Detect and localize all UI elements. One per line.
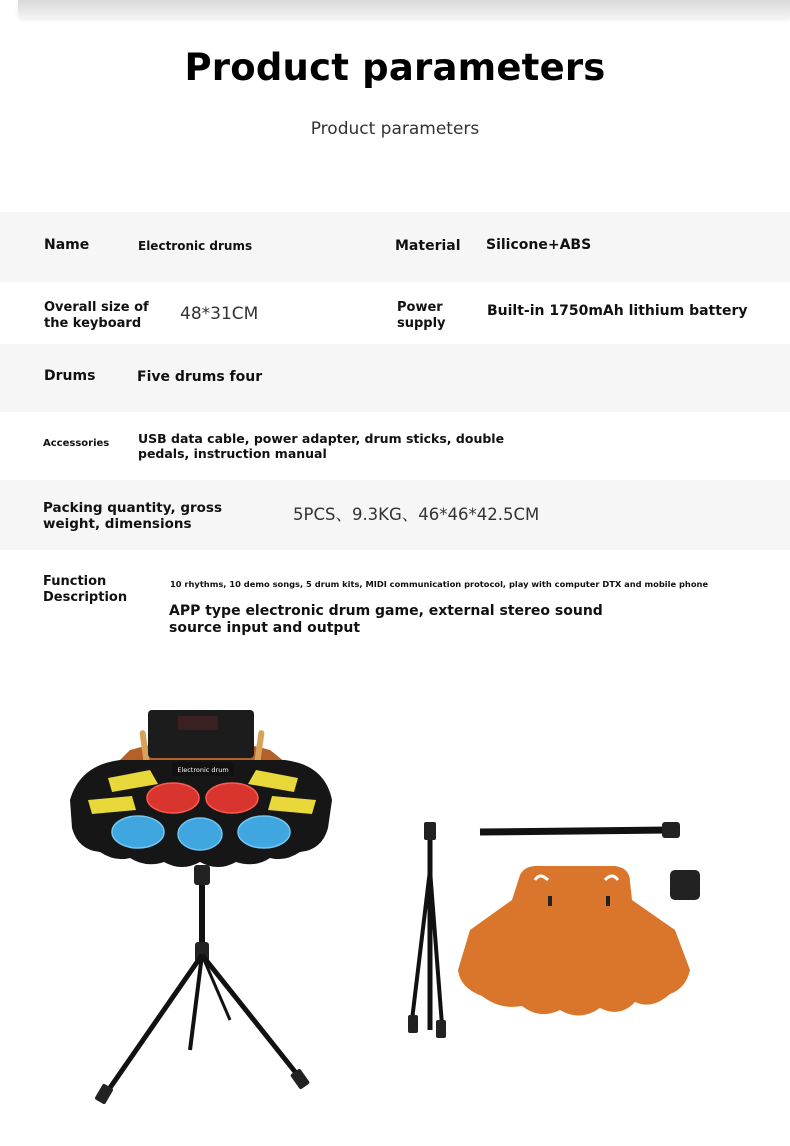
name-label: Name	[44, 237, 90, 253]
drums-label: Drums	[44, 368, 96, 384]
top-shadow-bar	[18, 0, 790, 18]
power-value: Built-in 1750mAh lithium battery	[487, 303, 748, 319]
drum-kit-illustration	[60, 700, 360, 1120]
function-value-detail: 10 rhythms, 10 demo songs, 5 drum kits, MIDI communication protocol, play with computer DTX and mobile phone	[170, 579, 709, 589]
spec-row-name	[0, 212, 790, 282]
packing-value: 5PCS、9.3KG、46*46*42.5CM	[293, 505, 540, 524]
drum-kit-on-stand-image	[60, 700, 360, 1120]
accessories-value: USB data cable, power adapter, drum sticks, double pedals, instruction manual	[138, 431, 505, 461]
stand-and-board-parts-image	[400, 810, 720, 1050]
spec-row-packing	[0, 480, 790, 550]
drum-panel-label: Electronic drum	[177, 766, 229, 774]
function-label: Function Description	[43, 574, 128, 605]
name-value: Electronic drums	[138, 239, 253, 253]
power-label: Power supply	[397, 300, 446, 331]
packing-label: Packing quantity, gross weight, dimensions	[43, 500, 223, 533]
spec-row-accessories	[0, 412, 790, 480]
spec-row-drums	[0, 344, 790, 412]
function-value-main: APP type electronic drum game, external stereo sound source input and output	[169, 603, 603, 636]
accessories-label: Accessories	[43, 438, 110, 449]
spec-row-size	[0, 282, 790, 344]
material-label: Material	[395, 238, 461, 254]
size-label: Overall size of the keyboard	[44, 300, 149, 331]
size-value: 48*31CM	[180, 304, 259, 324]
stand-parts-illustration	[400, 810, 720, 1050]
page-subtitle: Product parameters	[310, 119, 480, 139]
material-value: Silicone+ABS	[486, 237, 592, 253]
page-title: Product parameters	[184, 46, 606, 89]
drums-value: Five drums four	[137, 369, 263, 385]
spec-row-function	[0, 550, 790, 660]
